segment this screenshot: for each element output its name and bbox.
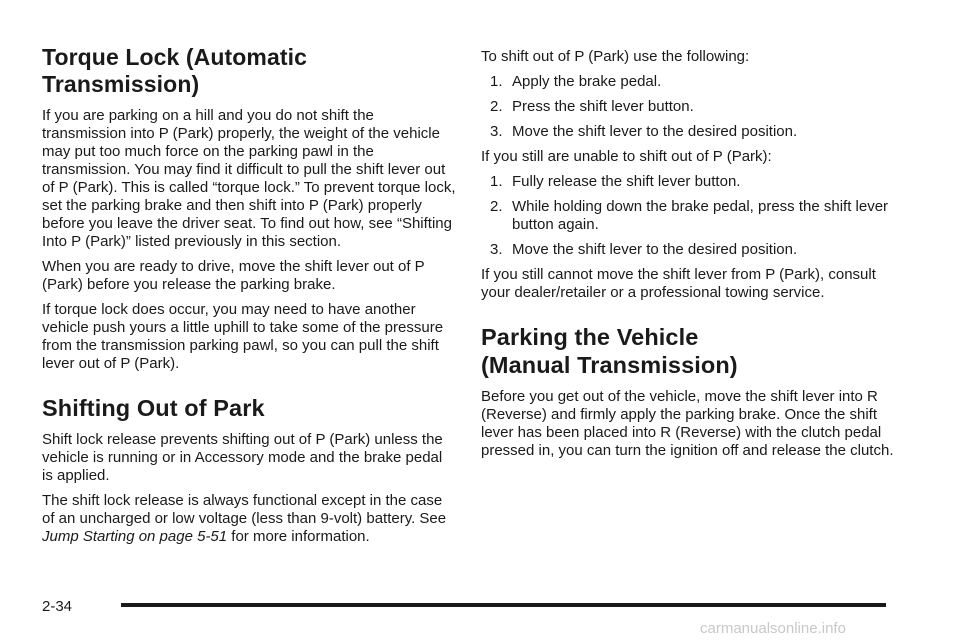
step-text: Apply the brake pedal. <box>512 73 662 90</box>
step-number: 3. <box>490 241 503 258</box>
step-number: 1. <box>490 73 503 90</box>
shift-out-para-after: If you still cannot move the shift lever from P (Park), consult your dealer/retailer or a professional towing service. <box>481 266 876 301</box>
watermark: carmanualsonline.info <box>700 620 846 637</box>
shifting-out-para-1: Shift lock release prevents shifting out of P (Park) unless the vehicle is running or in Accessory mode and the brake pedal is applied. <box>42 431 443 484</box>
step-text: Move the shift lever to the desired position. <box>512 123 798 140</box>
steps-list-1 <box>481 73 901 141</box>
jump-starting-link[interactable]: Jump Starting on page 5-51 <box>42 528 228 545</box>
list-item <box>481 173 901 191</box>
step-text: While holding down the brake pedal, press the shift lever button again. <box>512 198 889 233</box>
page-number: 2-34 <box>42 598 73 615</box>
torque-lock-para-2: When you are ready to drive, move the shift lever out of P (Park) before you release the parking brake. <box>42 258 425 293</box>
step-text: Press the shift lever button. <box>512 98 694 115</box>
list-item <box>481 98 901 116</box>
footer-rule <box>121 603 886 607</box>
step-number: 3. <box>490 123 503 140</box>
left-column <box>42 44 457 546</box>
heading-torque-lock: Torque Lock (Automatic Transmission) <box>42 44 308 97</box>
shift-out-intro-2: If you still are unable to shift out of P (Park): <box>481 148 772 165</box>
list-item <box>481 198 901 234</box>
heading-shifting-out-of-park: Shifting Out of Park <box>42 395 265 421</box>
step-text: Move the shift lever to the desired position. <box>512 241 798 258</box>
steps-list-2 <box>481 173 901 259</box>
list-item <box>481 73 901 91</box>
heading-parking-manual <box>481 323 901 379</box>
shifting-out-para-2-start: The shift lock release is always functional except in the case of an uncharged or low voltage (less than 9-volt) battery. See <box>42 492 447 527</box>
heading-parking-manual-line-2: (Manual Transmission) <box>481 352 738 378</box>
torque-lock-para-1: If you are parking on a hill and you do not shift the transmission into P (Park) properly, the weight of the vehicle may put too much force on the parking pawl in the transmission. You may find it difficult to pull the shift lever out of P (Park). This is called “torque lock.” To prevent torque lock, set the parking brake and then shift into P (Park) properly before you leave the driver seat. To find out how, see “Shifting Into P (Park)” listed previously in this section. <box>42 107 456 250</box>
parking-manual-para: Before you get out of the vehicle, move the shift lever into R (Reverse) and firmly apply the parking brake. Once the shift lever has been placed into R (Reverse) with the clutch pedal pressed in, you can turn the ignition off and release the clutch. <box>481 388 894 459</box>
step-number: 2. <box>490 98 503 115</box>
right-column <box>481 48 901 460</box>
shifting-out-para-2 <box>42 492 457 546</box>
shift-out-intro: To shift out of P (Park) use the following: <box>481 48 750 65</box>
step-number: 2. <box>490 198 503 215</box>
step-text: Fully release the shift lever button. <box>512 173 741 190</box>
heading-parking-manual-line-1: Parking the Vehicle <box>481 324 699 350</box>
torque-lock-para-3: If torque lock does occur, you may need to have another vehicle push yours a little uphill to take some of the pressure from the transmission parking pawl, so you can pull the shift lever out of P (Park). <box>42 301 444 372</box>
shifting-out-para-2-end: for more information. <box>227 528 370 545</box>
list-item <box>481 123 901 141</box>
list-item <box>481 241 901 259</box>
step-number: 1. <box>490 173 503 190</box>
